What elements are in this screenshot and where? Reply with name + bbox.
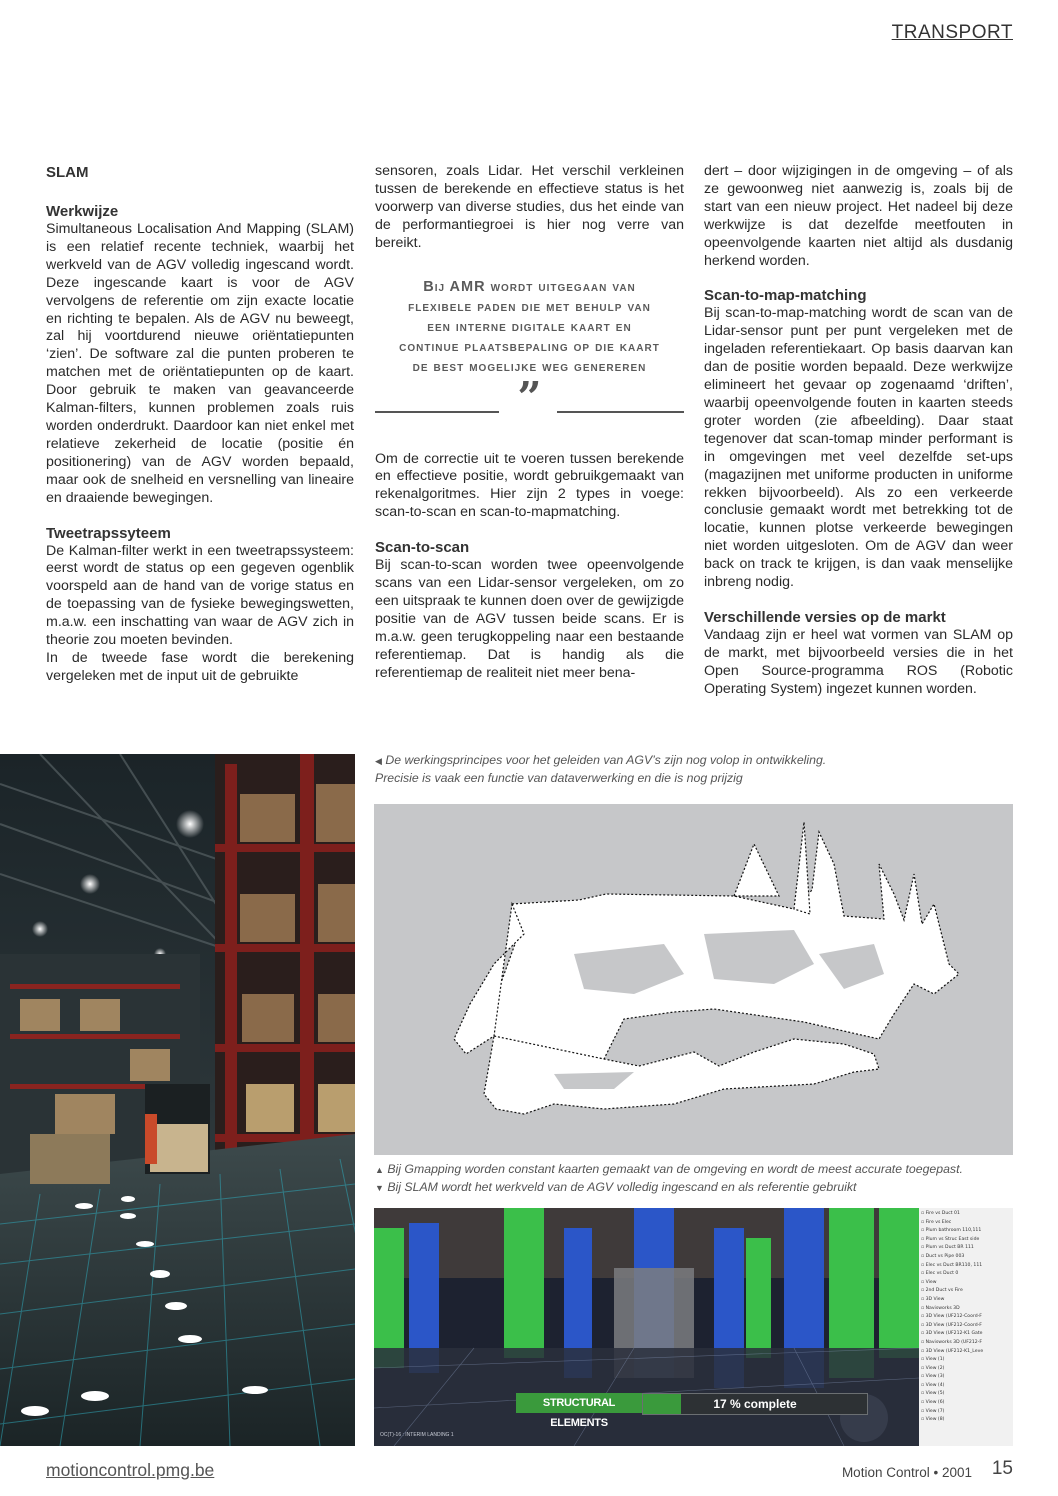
tree-item[interactable]: ▫ Elec vs Duct BR110, 111 — [921, 1262, 983, 1268]
versies-paragraph: Vandaag zijn er heel wat vormen van SLAM op de markt, met bijvoorbeeld versies die in het Open Source-programma ROS (Robotic Operating System) ingezet kunnen worden. — [704, 626, 1013, 697]
article-column-2 — [375, 163, 684, 683]
tweetraps-paragraph-2: In de tweede fase wordt die berekening vergeleken met de input uit de gebruikte — [46, 649, 354, 684]
website-link[interactable]: motioncontrol.pmg.be — [46, 1460, 215, 1480]
quote-divider — [375, 372, 684, 433]
scan-to-map-paragraph: Bij scan-to-map-matching wordt de scan van de Lidar-sensor punt per punt vergeleken met de ingeladen referentiekaart. Op basis daarvan kan dan de positie worden bepaald. Deze werkwijze elimineert het gevaar op zogenaamd ‘driften’, waarbij opeenvolgende fouten in kaarten steeds groter worden (zie afbeelding). Daar staat tegenover dat scan-tomap minder performant is in omgevingen met veel dezelfde set-ups (magazijnen met uniforme producten in uniforme rekken bijvoorbeeld). Als zo een verkeerde conclusie gemaakt wordt met betrekking tot de locatie, kunnen plotse verkeerde bewegingen niet worden uitgesloten. Om de AGV dan weer back on track te krijgen, is dan vaak menselijke inbreng nodig. — [704, 305, 1013, 591]
tree-item[interactable]: ▫ View (7) — [921, 1408, 945, 1414]
pull-quote: Bij AMR wordt uitgegaan van flexibele paden die met behulp van een interne digitale kaart en continue plaatsbepaling op die kaart de best mogelijke weg genereren — [399, 278, 660, 375]
tree-item[interactable]: ▫ Fire vs Elec — [921, 1219, 952, 1225]
tree-item[interactable]: ▫ 2nd Duct vs Fire — [921, 1288, 963, 1294]
status-strip: OC(T)-16 : INTERIM LANDING 1 — [380, 1432, 454, 1438]
map-caption-text: Bij Gmapping worden constant kaarten gemaakt van de omgeving en wordt de meest accurate toegepast. — [387, 1162, 963, 1176]
tweetraps-heading: Tweetrapssyteem — [46, 524, 171, 542]
slam-scan-image — [374, 1208, 1013, 1446]
page-number: 15 — [991, 1458, 1013, 1479]
scan-to-scan-heading: Scan-to-scan — [375, 539, 470, 557]
versies-heading: Verschillende versies op de markt — [704, 608, 946, 626]
photo-caption — [375, 752, 1015, 787]
tree-item[interactable]: ▫ Navisworks 3D (UF212-F — [921, 1339, 982, 1345]
article-column-1 — [46, 163, 354, 686]
werkwijze-heading: Werkwijze — [46, 203, 119, 220]
tree-item[interactable]: ▫ View (1) — [921, 1357, 945, 1363]
benadert-paragraph: dert – door wijzigingen in de omgeving – of als ze gewoonweg niet aanwezig is, zoals bij de start van een nieuw project. Het nadeel bij deze werkwijze is dat dezelfde meetfouten in opeenvolgende kaarten niet altijd als dusdanig herkend worden. — [704, 163, 1013, 269]
tree-item[interactable]: ▫ View (4) — [921, 1382, 945, 1388]
warehouse-photo — [0, 754, 355, 1446]
slam-heading: SLAM — [46, 164, 89, 181]
quote-mark-icon: ” — [517, 372, 542, 422]
arrow-left-icon: ◀ — [375, 756, 382, 766]
sensoren-paragraph: sensoren, zoals Lidar. Het verschil verkleinen tussen de berekende en effectieve status is het voorwerp van diverse studies, dus het einde van de performantiegroei is hier nog verre van bereikt. — [375, 163, 684, 251]
arrow-down-icon: ▼ — [375, 1183, 384, 1193]
werkwijze-paragraph: Simultaneous Localisation And Mapping (SLAM) is een relatief recente techniek, waarbij het werkveld van de AGV volledig ingescand wordt. Deze ingescande kaart is voor de AGV vervolgens de referentie om zijn exacte locatie en richting te bepalen. Als de AGV nu beweegt, zal hij voortdurend nieuwe oriëntatiepunten ‘zien’. De software zal die punten proberen te matchen met de oriëntatiepunten op de kaart. Door gebruik te maken van geavanceerde Kalman-filters, kunnen problemen zoals ruis worden onderdrukt. Daardoor kan niet enkel met relatieve zekerheid de locatie (positie én positionering) van de AGV worden bepaald, maar ook de snelheid en versnelling van lineaire en draaiende bewegingen. — [46, 221, 354, 506]
scan-to-map-heading: Scan-to-map-matching — [704, 287, 867, 305]
view-tree — [921, 1210, 1011, 1425]
tree-item[interactable]: ▫ Plum vs Duct BR 111 — [921, 1245, 974, 1251]
arrow-up-icon: ▲ — [375, 1165, 384, 1175]
tweetraps-paragraph-1: De Kalman-filter werkt in een tweetrapssysteem: eerst wordt de status op een gegeven ogenblik voorspeld aan de hand van de vorige status en de toepassing van de fysieke bewegingswetten, m.a.w. een inschatting van waar de AGV zich in theorie zou moeten bevinden. — [46, 542, 354, 649]
tree-item[interactable]: ▫ Duct vs Pipe 003 — [921, 1253, 965, 1259]
tree-item[interactable]: ▫ View (5) — [921, 1391, 945, 1397]
tree-item[interactable]: ▫ Fire vs Duct 01 — [921, 1211, 960, 1216]
tree-item[interactable]: ▫ 3D View (UF212-K1_Leve — [921, 1348, 984, 1354]
tree-item[interactable]: ▫ Plum vs Struc East side — [921, 1236, 980, 1242]
tree-item[interactable]: ▫ View — [921, 1279, 937, 1285]
magazine-issue: Motion Control • 2001 — [841, 1465, 972, 1480]
tree-item[interactable]: ▫ Elec vs Duct 0 — [921, 1271, 959, 1277]
gmapping-map-image — [374, 804, 1013, 1155]
tree-item[interactable]: ▫ View (2) — [921, 1365, 945, 1371]
photo-caption-line-1: De werkingsprincipes voor het geleiden van AGV’s zijn nog volop in ontwikkeling. — [385, 753, 827, 767]
structural-elements-label: STRUCTURAL ELEMENTS — [516, 1393, 642, 1413]
tree-item[interactable]: ▫ View (3) — [921, 1374, 945, 1380]
tree-item[interactable]: ▫ 3D View — [921, 1296, 945, 1302]
tree-item[interactable]: ▫ 3D View (UF212-Coord-F — [921, 1314, 982, 1320]
tree-item[interactable]: ▫ 3D View (UF212-K1 Gate — [921, 1331, 983, 1337]
progress-text: 17 % complete — [713, 1397, 797, 1411]
map-caption — [375, 1161, 1015, 1197]
scan-caption-text: Bij SLAM wordt het werkveld van de AGV volledig ingescand en als referentie gebruikt — [387, 1180, 857, 1194]
progress-bar — [642, 1393, 868, 1415]
section-tag: TRANSPORT — [891, 22, 1013, 43]
correctie-paragraph: Om de correctie uit te voeren tussen berekende en effectieve positie, wordt gebruikgemaakt van rekenalgoritmes. Hier zijn 2 types in voege: scan-to-scan en scan-to-mapmatching. — [375, 450, 684, 521]
photo-caption-line-2: Precisie is vaak een functie van dataverwerking en die is nog prijzig — [375, 771, 743, 785]
tree-item[interactable]: ▫ View (6) — [921, 1400, 945, 1406]
tree-item[interactable]: ▫ 3D View (UF212-Coord-F — [921, 1322, 982, 1328]
tree-item[interactable]: ▫ Navisworks 3D — [921, 1305, 960, 1311]
article-column-3 — [704, 163, 1013, 699]
tree-item[interactable]: ▫ Plum bathroom 110,111 — [921, 1228, 982, 1234]
tree-item[interactable]: ▫ View (8) — [921, 1417, 945, 1423]
scan-to-scan-paragraph: Bij scan-to-scan worden twee opeenvolgende scans van een Lidar-sensor vergeleken, om zo een uitspraak te kunnen doen over de gewijzigde positie van de AGV tussen beide scans. Er is m.a.w. geen terugkoppeling naar een bestaande referentiemap. Dat is handig als die referentiemap de realiteit niet meer bena- — [375, 557, 684, 681]
